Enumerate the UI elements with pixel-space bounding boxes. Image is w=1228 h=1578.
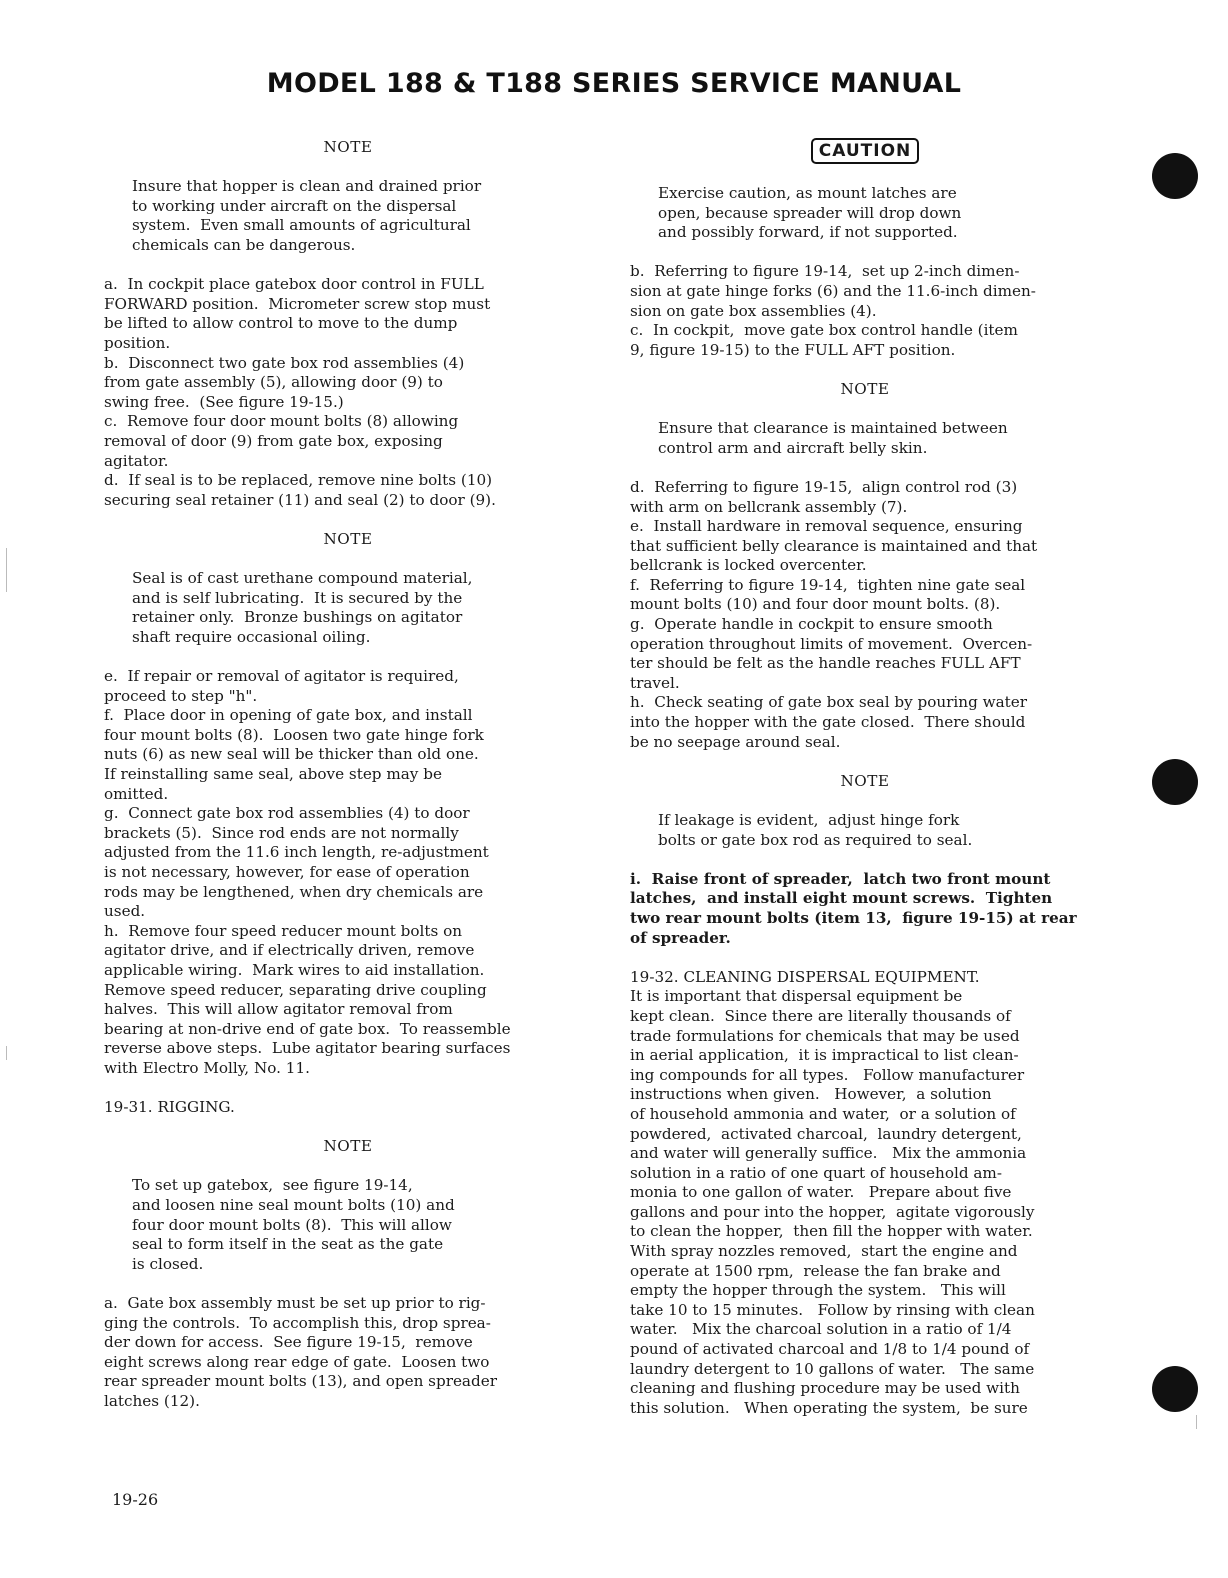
text-line: If leakage is evident, adjust hinge fork <box>658 811 960 829</box>
text-line: ging the controls. To accomplish this, drop sprea- <box>104 1313 491 1332</box>
text-line: into the hopper with the gate closed. There should <box>630 713 1026 732</box>
text-line: with arm on bellcrank assembly (7). <box>630 497 908 516</box>
text-line: be lifted to allow control to move to the dump <box>104 314 458 333</box>
left-column <box>104 138 592 1412</box>
text-line: removal of door (9) from gate box, exposing <box>104 431 443 450</box>
text-line: empty the hopper through the system. This will <box>630 1281 1006 1300</box>
text-line: be no seepage around seal. <box>630 732 841 751</box>
note-body <box>630 811 1100 850</box>
text-line: latches, and install eight mount screws. Tighten <box>630 889 1053 908</box>
text-line: rear spreader mount bolts (13), and open spreader <box>104 1372 497 1391</box>
text-line: four mount bolts (8). Loosen two gate hinge fork <box>104 725 484 744</box>
text-line: e. Install hardware in removal sequence, ensuring <box>630 517 1023 536</box>
text-line: d. If seal is to be replaced, remove nine bolts (10) <box>104 471 493 490</box>
text-line: applicable wiring. Mark wires to aid installation. <box>104 960 485 979</box>
text-line: swing free. (See figure 19-15.) <box>104 392 344 411</box>
text-line: Ensure that clearance is maintained between <box>658 419 1008 438</box>
text-line: and possibly forward, if not supported. <box>658 223 958 242</box>
text-line: control arm and aircraft belly skin. <box>658 438 928 457</box>
text-line: seal to form itself in the seat as the gate <box>132 1235 444 1254</box>
text-line: in aerial application, it is impractical to list clean- <box>630 1046 1019 1065</box>
text-line: b. Disconnect two gate box rod assemblies (4) <box>104 353 465 372</box>
text-line: cleaning and flushing procedure may be used with <box>630 1379 1020 1398</box>
binder-hole <box>1152 759 1198 805</box>
scan-mark <box>6 1046 7 1060</box>
text-line: retainer only. Bronze bushings on agitator <box>132 608 463 627</box>
rigging-steps-d-h <box>630 478 1100 752</box>
text-line: powdered, activated charcoal, laundry detergent, <box>630 1124 1022 1143</box>
text-line: position. <box>104 333 171 352</box>
text-line: operate at 1500 rpm, release the fan brake and <box>630 1261 1001 1280</box>
text-line: Seal is of cast urethane compound material, <box>132 569 473 588</box>
note-body <box>630 419 1100 458</box>
text-line: sion on gate box assemblies (4). <box>630 301 877 320</box>
text-line: Insure that hopper is clean and drained prior <box>132 177 482 196</box>
text-line: that sufficient belly clearance is maintained and that <box>630 536 1038 555</box>
text-line: trade formulations for chemicals that may be used <box>630 1026 1020 1045</box>
text-line: c. Remove four door mount bolts (8) allowing <box>104 412 459 431</box>
section-heading-rigging: 19-31. RIGGING. <box>104 1098 235 1117</box>
binder-hole <box>1152 1366 1198 1412</box>
note-heading: NOTE <box>323 138 373 156</box>
text-line: latches (12). <box>104 1392 200 1410</box>
text-line: adjusted from the 11.6 inch length, re-adjustment <box>104 843 489 862</box>
text-line: with Electro Molly, No. 11. <box>104 1058 310 1077</box>
text-line: securing seal retainer (11) and seal (2) to door (9). <box>104 490 496 509</box>
page-number: 19-26 <box>112 1490 159 1509</box>
text-line: agitator. <box>104 451 169 470</box>
text-line: h. Check seating of gate box seal by pouring water <box>630 693 1028 712</box>
text-line: travel. <box>630 673 680 692</box>
text-line: laundry detergent to 10 gallons of water. The same <box>630 1359 1035 1378</box>
text-line: is not necessary, however, for ease of operation <box>104 862 470 881</box>
text-line: brackets (5). Since rod ends are not normally <box>104 823 459 842</box>
note-heading: NOTE <box>323 529 373 548</box>
text-line: eight screws along rear edge of gate. Loosen two <box>104 1352 490 1371</box>
right-column <box>630 138 1100 1418</box>
procedure-steps-a-d <box>104 275 592 510</box>
text-line: to working under aircraft on the dispersal <box>132 196 457 215</box>
note-body <box>104 177 592 255</box>
text-line: Remove speed reducer, separating drive coupling <box>104 980 487 999</box>
text-line: i. Raise front of spreader, latch two front mount <box>630 869 1051 888</box>
text-line: e. If repair or removal of agitator is required, <box>104 667 459 686</box>
text-line: instructions when given. However, a solution <box>630 1085 992 1104</box>
text-line: ing compounds for all types. Follow manufacturer <box>630 1065 1025 1084</box>
binder-hole <box>1152 153 1198 199</box>
text-line: c. In cockpit, move gate box control handle (item <box>630 321 1018 340</box>
text-line: to clean the hopper, then fill the hopper with water. <box>630 1222 1033 1241</box>
text-line: It is important that dispersal equipment be <box>630 987 963 1006</box>
note-heading: NOTE <box>323 1137 373 1156</box>
text-line: g. Connect gate box rod assemblies (4) to door <box>104 804 470 823</box>
text-line: water. Mix the charcoal solution in a ratio of 1/4 <box>630 1320 1012 1339</box>
text-line: b. Referring to figure 19-14, set up 2-inch dimen- <box>630 262 1020 281</box>
text-line: omitted. <box>104 784 169 803</box>
note-body <box>104 1176 592 1274</box>
text-line: and is self lubricating. It is secured by the <box>132 588 463 607</box>
text-line: system. Even small amounts of agricultural <box>132 216 471 235</box>
text-line: from gate assembly (5), allowing door (9) to <box>104 373 443 392</box>
text-line: monia to one gallon of water. Prepare about five <box>630 1183 1012 1202</box>
note-heading: NOTE <box>840 379 890 398</box>
text-line: Exercise caution, as mount latches are <box>658 184 957 202</box>
text-line: g. Operate handle in cockpit to ensure smooth <box>630 615 993 634</box>
caution-badge: CAUTION <box>811 138 920 164</box>
text-line: der down for access. See figure 19-15, remove <box>104 1333 473 1352</box>
text-line: shaft require occasional oiling. <box>132 627 371 646</box>
text-line: used. <box>104 902 146 921</box>
text-line: f. Place door in opening of gate box, and install <box>104 706 473 725</box>
cleaning-paragraph <box>630 987 1100 1418</box>
caution-body <box>630 184 1100 243</box>
text-line: of household ammonia and water, or a solution of <box>630 1104 1016 1123</box>
text-line: kept clean. Since there are literally thousands of <box>630 1006 1011 1025</box>
scan-mark <box>1196 1415 1197 1429</box>
text-line: agitator drive, and if electrically driven, remove <box>104 941 475 960</box>
text-line: gallons and pour into the hopper, agitate vigorously <box>630 1202 1035 1221</box>
text-line: a. Gate box assembly must be set up prior to rig- <box>104 1294 486 1313</box>
text-line: of spreader. <box>630 928 731 947</box>
text-line: If reinstalling same seal, above step may be <box>104 765 442 783</box>
text-line: halves. This will allow agitator removal from <box>104 1000 453 1019</box>
rigging-step-i <box>630 870 1100 948</box>
text-line: reverse above steps. Lube agitator bearing surfaces <box>104 1039 511 1058</box>
text-line: bellcrank is locked overcenter. <box>630 556 867 575</box>
scan-mark <box>6 548 7 592</box>
section-heading-cleaning: 19-32. CLEANING DISPERSAL EQUIPMENT. <box>630 967 980 986</box>
text-line: proceed to step "h". <box>104 686 258 705</box>
text-line: With spray nozzles removed, start the engine and <box>630 1242 1018 1261</box>
text-line: this solution. When operating the system, be sure <box>630 1398 1028 1417</box>
text-line: ter should be felt as the handle reaches FULL AFT <box>630 654 1021 673</box>
text-line: solution in a ratio of one quart of household am- <box>630 1163 1002 1182</box>
text-line: mount bolts (10) and four door mount bolts. (8). <box>630 595 1001 614</box>
text-line: is closed. <box>132 1254 204 1273</box>
text-line: nuts (6) as new seal will be thicker than old one. <box>104 745 479 764</box>
procedure-steps-e-h <box>104 667 592 1078</box>
text-line: chemicals can be dangerous. <box>132 235 356 254</box>
text-line: bearing at non-drive end of gate box. To reassemble <box>104 1019 511 1038</box>
text-line: four door mount bolts (8). This will allow <box>132 1215 452 1234</box>
text-line: d. Referring to figure 19-15, align control rod (3) <box>630 477 1018 496</box>
note-body <box>104 569 592 647</box>
text-line: h. Remove four speed reducer mount bolts on <box>104 921 463 940</box>
rigging-step-a <box>104 1294 592 1412</box>
text-line: bolts or gate box rod as required to seal. <box>658 830 973 849</box>
text-line: f. Referring to figure 19-14, tighten nine gate seal <box>630 575 1026 594</box>
text-line: and loosen nine seal mount bolts (10) and <box>132 1196 455 1215</box>
note-heading: NOTE <box>840 771 890 790</box>
rigging-steps-b-c <box>630 262 1100 360</box>
text-line: FORWARD position. Micrometer screw stop must <box>104 294 491 313</box>
text-line: To set up gatebox, see figure 19-14, <box>132 1176 413 1195</box>
page-title: MODEL 188 & T188 SERIES SERVICE MANUAL <box>266 68 962 99</box>
text-line: sion at gate hinge forks (6) and the 11.6-inch dimen- <box>630 281 1036 300</box>
text-line: open, because spreader will drop down <box>658 203 962 222</box>
text-line: 9, figure 19-15) to the FULL AFT position. <box>630 340 956 359</box>
text-line: pound of activated charcoal and 1/8 to 1/4 pound of <box>630 1340 1030 1359</box>
text-line: a. In cockpit place gatebox door control in FULL <box>104 275 484 294</box>
text-line: two rear mount bolts (item 13, figure 19-15) at rear <box>630 908 1077 927</box>
text-line: take 10 to 15 minutes. Follow by rinsing with clean <box>630 1300 1035 1319</box>
text-line: and water will generally suffice. Mix the ammonia <box>630 1144 1027 1163</box>
text-line: operation throughout limits of movement. Overcen- <box>630 634 1033 653</box>
text-line: rods may be lengthened, when dry chemicals are <box>104 882 484 901</box>
